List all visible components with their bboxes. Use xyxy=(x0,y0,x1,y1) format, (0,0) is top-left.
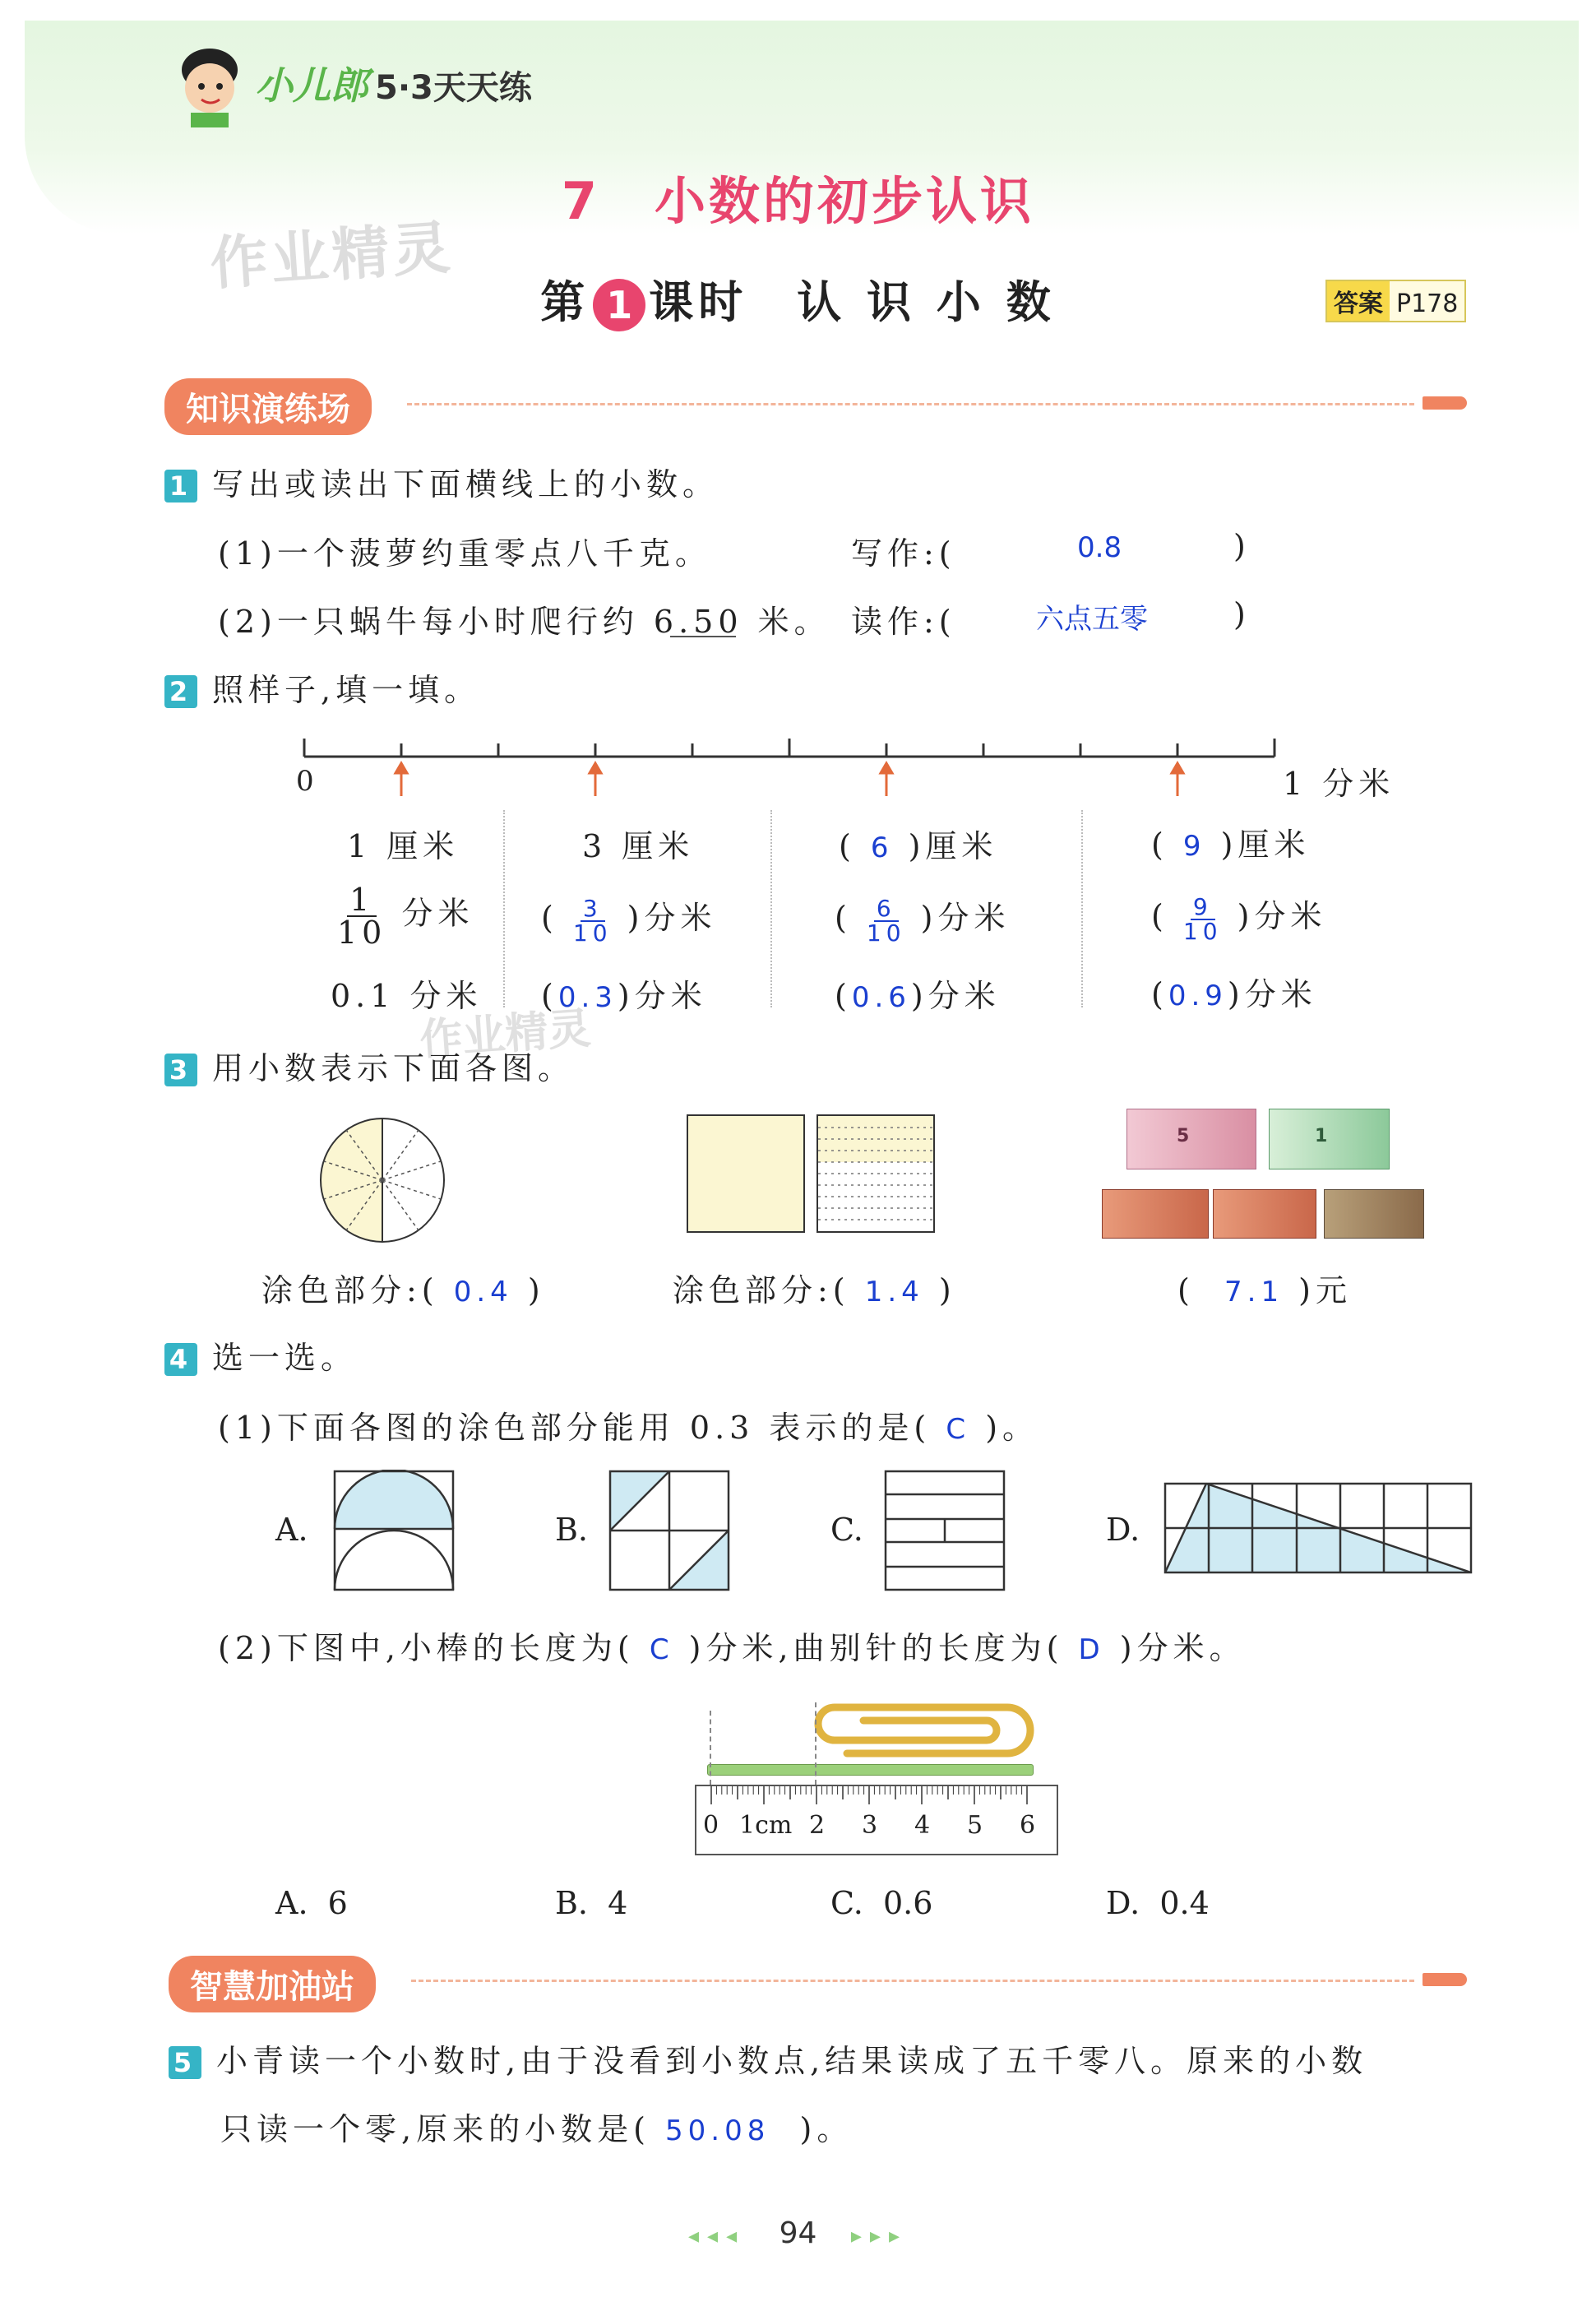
col4-frac xyxy=(1151,891,1326,943)
option-c[interactable]: C. 0.6 xyxy=(830,1885,933,1921)
ruler-label-1cm: 1cm xyxy=(739,1811,793,1840)
col4-cm xyxy=(1151,819,1310,864)
section-wisdom: 智慧加油站 xyxy=(169,1956,376,2012)
q4-part-2-text1: (2)下图中,小棒的长度为( xyxy=(218,1630,635,1666)
q1-item-1 xyxy=(218,528,711,573)
page-number xyxy=(0,2216,1596,2250)
q3-number: 3 xyxy=(164,1054,197,1086)
frac-denominator: 10 xyxy=(572,919,613,947)
cm-unit: )厘米 xyxy=(1220,827,1311,863)
col1-fraction xyxy=(337,882,387,951)
lesson-suffix: 课时 认 识 小 数 xyxy=(649,276,1056,328)
q3-title xyxy=(164,1043,574,1088)
frac-denominator: 10 xyxy=(866,919,906,947)
pencil-icon xyxy=(1423,396,1467,410)
q4-answer-2a[interactable]: C xyxy=(649,1633,674,1666)
brand-logo: 小儿郎 xyxy=(255,63,368,108)
frac-numerator: 3 xyxy=(581,897,605,922)
q1-item-1-text: (1)一个菠萝约重零点八千克。 xyxy=(218,535,711,572)
banknote-1-jiao xyxy=(1102,1189,1209,1239)
q3-answer-2-line xyxy=(673,1265,956,1310)
col4-decimal-answer[interactable]: 0.9 xyxy=(1168,980,1228,1012)
q5-line-1 xyxy=(169,2035,1367,2081)
col4-decimal xyxy=(1151,969,1317,1014)
q4-title-text: 选一选。 xyxy=(212,1340,358,1376)
arrow-left-icon: ◂◂◂ xyxy=(687,2224,746,2248)
q4-part-2-text3: )分米。 xyxy=(1119,1630,1246,1666)
paren-close: ) xyxy=(938,1272,956,1308)
q2-number: 2 xyxy=(164,675,197,708)
decimal-unit: )分米 xyxy=(1227,976,1317,1012)
option-a[interactable]: A. 6 xyxy=(275,1885,348,1921)
mascot-avatar xyxy=(173,45,247,127)
ruler-label-3: 3 xyxy=(862,1811,878,1840)
q2-title-text: 照样子,填一填。 xyxy=(212,672,481,708)
lesson-number: 1 xyxy=(593,279,645,331)
ruler-zero-guide xyxy=(710,1711,711,1785)
q3-answer-2[interactable]: 1.4 xyxy=(864,1276,924,1308)
col1-cm: 1 厘米 xyxy=(347,828,460,864)
ruler-label-6: 6 xyxy=(1020,1811,1036,1840)
q1-close-1: ) xyxy=(1233,528,1251,564)
q5-line-2 xyxy=(220,2104,853,2149)
answer-page: P178 xyxy=(1396,289,1459,318)
banknote-1-jiao xyxy=(1324,1189,1424,1239)
q4-part-1 xyxy=(218,1402,1039,1447)
section-practice: 知识演练场 xyxy=(164,378,372,435)
banknote-value: 1 xyxy=(1315,1126,1328,1146)
q4-answer-1[interactable]: C xyxy=(946,1413,971,1446)
paren-open: ( xyxy=(839,828,856,864)
q3-answer-3-line xyxy=(1177,1265,1352,1310)
column-divider xyxy=(1081,810,1083,1007)
frac-unit: 分米 xyxy=(401,895,474,932)
col2-fraction[interactable] xyxy=(572,894,613,947)
q4-part-2 xyxy=(218,1623,1246,1668)
fig-b xyxy=(608,1470,730,1595)
lesson-prefix: 第 xyxy=(540,276,590,328)
page-number-text: 94 xyxy=(779,2216,817,2250)
col2-frac xyxy=(541,892,716,945)
q1-answer-2[interactable]: 六点五零 xyxy=(1036,603,1148,636)
banknote-value: 5 xyxy=(1177,1126,1190,1146)
q3-answer-3[interactable]: 7.1 xyxy=(1224,1276,1284,1308)
col4-fraction[interactable] xyxy=(1182,892,1223,945)
ruler-label-0: 0 xyxy=(703,1811,719,1840)
watermark: 作业精灵 xyxy=(207,213,456,299)
paren-close: )。 xyxy=(799,2111,854,2147)
ruler-guide xyxy=(815,1702,817,1785)
q3-title-text: 用小数表示下面各图。 xyxy=(212,1050,575,1086)
cm-unit: )厘米 xyxy=(908,828,998,864)
frac-denominator: 10 xyxy=(1182,917,1223,945)
q1-item-2 xyxy=(218,596,830,641)
fig-label-d: D. xyxy=(1106,1512,1140,1548)
paren-open: ( xyxy=(1151,976,1168,1012)
frac-denominator: 10 xyxy=(337,915,387,951)
frac-numerator: 6 xyxy=(874,897,899,922)
q3-answer-1[interactable]: 0.4 xyxy=(453,1276,513,1308)
ruler-label-4: 4 xyxy=(914,1811,931,1840)
col4-cm-answer[interactable]: 9 xyxy=(1182,830,1206,863)
shaded-label: 涂色部分:( xyxy=(673,1272,850,1308)
decimal-unit: )分米 xyxy=(910,978,1001,1014)
col3-fraction[interactable] xyxy=(866,894,906,947)
q1-answer-1[interactable]: 0.8 xyxy=(1077,531,1122,564)
banknote-1-yuan xyxy=(1269,1109,1390,1169)
col3-decimal xyxy=(835,970,1001,1016)
answer-reference[interactable] xyxy=(1325,280,1466,322)
frac-unit: )分米 xyxy=(920,900,1011,936)
q1-underline xyxy=(670,636,736,637)
paren-open: ( xyxy=(835,978,852,1014)
stick xyxy=(707,1764,1034,1776)
watermark: 作业精灵 xyxy=(418,1003,593,1066)
q2-title xyxy=(164,665,480,710)
paren-open: ( xyxy=(1151,898,1168,934)
q4-answer-2b[interactable]: D xyxy=(1078,1633,1105,1666)
section-divider xyxy=(411,1980,1414,1982)
q5-answer[interactable]: 50.08 xyxy=(665,2114,770,2147)
unit-title: 7 小数的初步认识 xyxy=(561,171,1035,231)
q3-square-figure-part xyxy=(817,1114,935,1233)
q4-number: 4 xyxy=(164,1343,197,1376)
option-b[interactable]: B. 4 xyxy=(555,1885,628,1921)
shaded-label: 涂色部分:( xyxy=(261,1272,439,1308)
q1-close-2: ) xyxy=(1233,596,1251,632)
col1-decimal: 0.1 分米 xyxy=(331,978,483,1014)
q2-ruler xyxy=(296,732,1316,798)
q1-item-2-prompt: 读作:( xyxy=(851,604,956,640)
ruler-end-label: 1 分米 xyxy=(1283,766,1395,802)
q3-circle-figure xyxy=(317,1114,448,1249)
frac-numerator: 1 xyxy=(347,884,377,917)
q1-title xyxy=(164,459,719,504)
fig-a xyxy=(333,1470,455,1595)
paren-close: ) xyxy=(527,1272,545,1308)
q4-part-2-text2: )分米,曲别针的长度为( xyxy=(688,1630,1064,1666)
col2-cm: 3 厘米 xyxy=(582,828,695,864)
fig-d xyxy=(1163,1482,1473,1577)
banknote-1-jiao xyxy=(1213,1189,1316,1239)
brand xyxy=(255,56,532,110)
col3-cm xyxy=(839,821,997,866)
frac-unit: )分米 xyxy=(627,900,717,936)
col2-decimal-answer[interactable]: 0.3 xyxy=(557,981,618,1014)
money-unit: )元 xyxy=(1298,1272,1352,1308)
section-divider xyxy=(407,403,1414,405)
paren-open: ( xyxy=(1177,1272,1195,1308)
q1-number: 1 xyxy=(164,470,197,502)
col3-cm-answer[interactable]: 6 xyxy=(870,831,894,864)
col1-frac xyxy=(337,882,474,951)
paren-close: )。 xyxy=(985,1410,1039,1446)
q5-line-2-text: 只读一个零,原来的小数是( xyxy=(220,2111,650,2147)
fig-label-c: C. xyxy=(830,1512,863,1548)
q5-number: 5 xyxy=(169,2046,201,2079)
fig-label-b: B. xyxy=(555,1512,589,1548)
fig-label-a: A. xyxy=(275,1512,308,1548)
measuring-ruler xyxy=(695,1785,1058,1855)
banknote-5-yuan xyxy=(1126,1109,1256,1169)
frac-numerator: 9 xyxy=(1191,896,1215,920)
q3-answer-1-line xyxy=(261,1265,545,1310)
q5-line-1-text: 小青读一个小数时,由于没看到小数点,结果读成了五千零八。原来的小数 xyxy=(216,2043,1368,2079)
paren-open: ( xyxy=(541,900,558,936)
col3-frac xyxy=(835,892,1010,945)
q1-title-text: 写出或读出下面横线上的小数。 xyxy=(212,466,719,502)
paren-open: ( xyxy=(835,900,852,936)
ruler-label-5: 5 xyxy=(967,1811,983,1840)
paren-open: ( xyxy=(1151,827,1168,863)
frac-unit: )分米 xyxy=(1237,898,1327,934)
q4-part-1-text: (1)下面各图的涂色部分能用 0.3 表示的是( xyxy=(218,1410,932,1446)
pencil-icon xyxy=(1423,1973,1467,1986)
column-divider xyxy=(503,810,505,1007)
paperclip-icon xyxy=(814,1702,1036,1763)
ruler-label-2: 2 xyxy=(809,1811,826,1840)
arrow-right-icon: ▸▸▸ xyxy=(850,2224,909,2248)
option-d[interactable]: D. 0.4 xyxy=(1106,1885,1210,1921)
paren-open: ( xyxy=(541,978,558,1014)
decimal-unit: )分米 xyxy=(617,978,707,1014)
column-divider xyxy=(770,810,772,1007)
col3-decimal-answer[interactable]: 0.6 xyxy=(851,981,911,1014)
q3-square-figure-full xyxy=(687,1114,805,1233)
q4-title xyxy=(164,1332,357,1378)
q1-item-1-prompt: 写作:( xyxy=(851,535,956,572)
q1-item-2-text: (2)一只蜗牛每小时爬行约 6.50 米。 xyxy=(218,604,830,640)
answer-label: 答案 xyxy=(1327,281,1390,321)
fig-c xyxy=(884,1470,1006,1595)
ruler-start-label: 0 xyxy=(296,765,319,798)
brand-text: 5·3天天练 xyxy=(375,69,532,107)
